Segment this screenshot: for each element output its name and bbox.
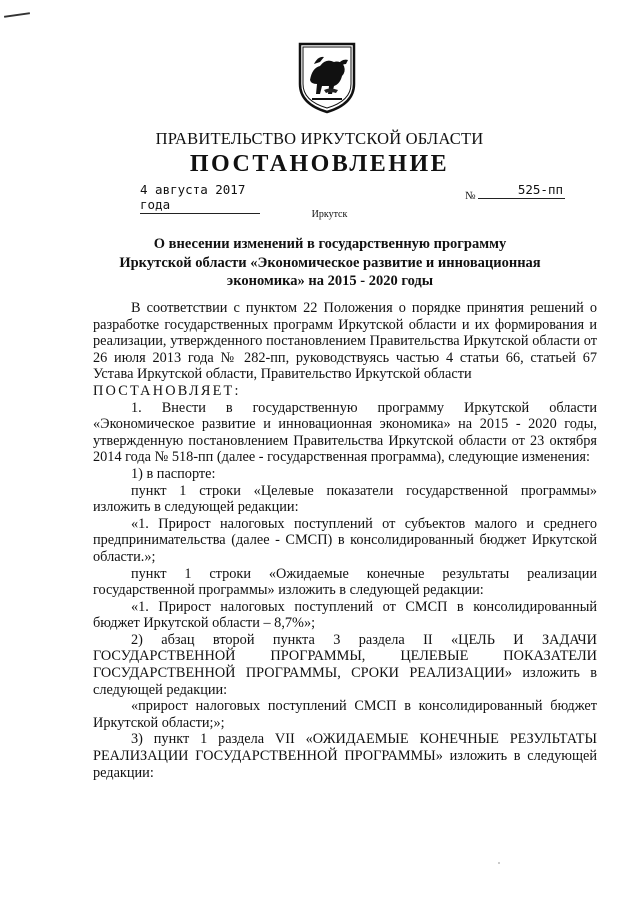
- irkutsk-coat-of-arms-icon: [296, 40, 358, 114]
- heading-line: Иркутской области «Экономическое развитие и инновационная: [119, 254, 541, 271]
- body-paragraph: пункт 1 строки «Ожидаемые конечные результаты реализации государственной программы» изложить в следующей редакции:: [93, 565, 597, 599]
- body-paragraph: «1. Прирост налоговых поступлений от СМСП в консолидированный бюджет Иркутской области – 8,7%»;: [93, 598, 597, 632]
- body-paragraph: «прирост налоговых поступлений СМСП в консолидированный бюджет Иркутской области;»;: [93, 698, 597, 731]
- body-paragraph: 2) абзац второй пункта 3 раздела II «ЦЕЛЬ И ЗАДАЧИ ГОСУДАРСТВЕННОЙ ПРОГРАММЫ, ЦЕЛЕВЫЕ ПОКАЗАТЕЛИ ГОСУДАРСТВЕННОЙ ПРОГРАММЫ, СРОКИ РЕАЛИЗАЦИИ» изложить в следующей редакции:: [93, 631, 597, 698]
- document-date: 4 августа 2017 года: [140, 182, 260, 214]
- document-number: 525-пп: [478, 182, 565, 199]
- body-paragraph: 3) пункт 1 раздела VII «ОЖИДАЕМЫЕ КОНЕЧНЫЕ РЕЗУЛЬТАТЫ РЕАЛИЗАЦИИ ГОСУДАРСТВЕННОЙ ПРОГРАММЫ» изложить в следующей редакции:: [93, 731, 597, 781]
- body-paragraph: 1. Внести в государственную программу Иркутской области «Экономическое развитие и инновационная экономика» на 2015 - 2020 годы, утвержденную постановлением Правительства Иркутской области от 23 октября 2014 года № 518-пп (далее - государственная программа), следующие изменения:: [93, 399, 597, 466]
- scan-dot: [498, 862, 500, 864]
- body-paragraph: пункт 1 строки «Целевые показатели государственной программы» изложить в следующей редакции:: [93, 482, 597, 516]
- document-body: [93, 300, 597, 781]
- government-name: ПРАВИТЕЛЬСТВО ИРКУТСКОЙ ОБЛАСТИ: [155, 129, 484, 148]
- body-paragraph: «1. Прирост налоговых поступлений от субъектов малого и среднего предпринимательства (далее - СМСП) в консолидированный бюджет Иркутской области.»;: [93, 515, 597, 565]
- body-paragraph: 1) в паспорте:: [131, 465, 216, 482]
- document-heading: [110, 235, 550, 291]
- scan-mark: [4, 12, 30, 18]
- heading-line: экономика» на 2015 - 2020 годы: [226, 273, 434, 289]
- document-type-title: ПОСТАНОВЛЕНИЕ: [189, 151, 450, 177]
- resolves-word: ПОСТАНОВЛЯЕТ:: [93, 382, 241, 399]
- preamble-paragraph: В соответствии с пунктом 22 Положения о порядке принятия решений о разработке государственных программ Иркутской области и их формирования и реализации, утвержденного постановлением Правительства Иркутской области от 26 июля 2013 года № 282-пп, руководствуясь частью 4 статьи 66, статьей 67 Устава Иркутской области, Правительство Иркутской области: [93, 300, 597, 383]
- heading-line: О внесении изменений в государственную программу: [153, 236, 507, 252]
- city-name: Иркутск: [311, 209, 348, 220]
- number-label: №: [465, 190, 476, 202]
